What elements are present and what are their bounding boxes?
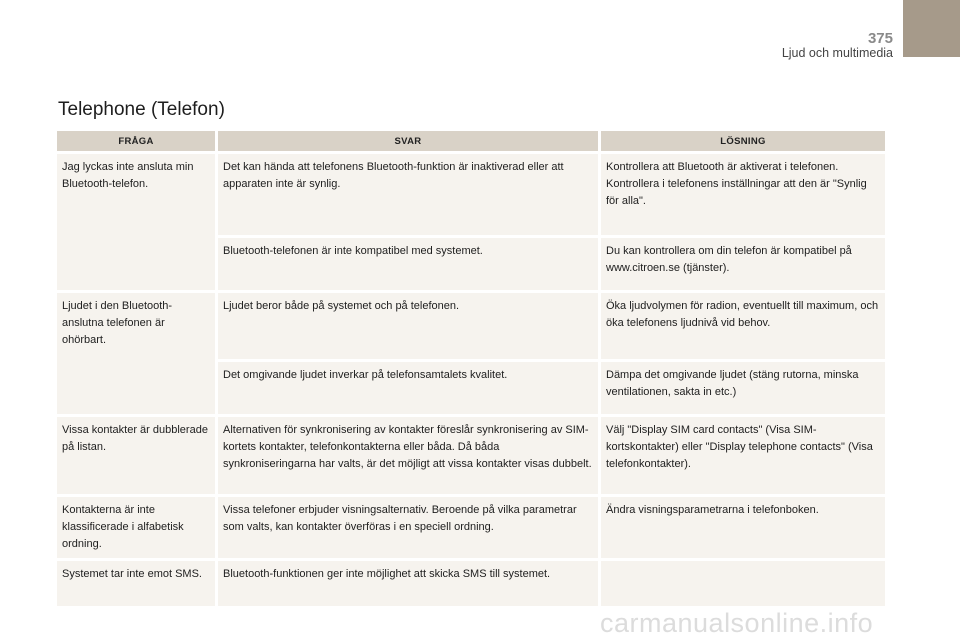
answer-cell: Alternativen för synkronisering av kontakter föreslår synkronisering av SIM-kortets kontakter, telefonkontakterna eller båda. Då båda synkroniseringarna har valts, är det möjligt att vissa kontakter visas dubbelt. [218,417,598,494]
table-row [57,154,885,235]
watermark-footer: carmanualsonline.info [600,608,874,638]
answer-cell: Bluetooth-funktionen ger inte möjlighet att skicka SMS till systemet. [218,561,598,606]
page-number: 375 [867,30,893,47]
solution-cell: Ändra visningsparametrarna i telefonboken. [601,497,885,558]
solution-cell: Dämpa det omgivande ljudet (stäng rutorna, minska ventilationen, sakta in etc.) [601,362,885,414]
chapter-title: Ljud och multimedia [781,46,893,60]
question-cell: Jag lyckas inte ansluta min Bluetooth-telefon. [57,154,215,290]
header-solution: LÖSNING [601,131,885,151]
answer-cell: Bluetooth-telefonen är inte kompatibel med systemet. [218,238,598,290]
chapter-tab-block [903,0,960,57]
question-cell: Ljudet i den Bluetooth-anslutna telefonen är ohörbart. [57,293,215,414]
table-row [57,497,885,558]
solution-cell: Du kan kontrollera om din telefon är kompatibel på www.citroen.se (tjänster). [601,238,885,290]
table-header-row [57,131,885,151]
question-cell: Systemet tar inte emot SMS. [57,561,215,606]
header-answer: SVAR [218,131,598,151]
section-title: Telephone (Telefon) [58,99,225,120]
question-cell: Vissa kontakter är dubblerade på listan. [57,417,215,494]
table-row [57,417,885,494]
solution-cell: Öka ljudvolymen för radion, eventuellt till maximum, och öka telefonens ljudnivå vid behov. [601,293,885,359]
solution-line: Kontrollera att Bluetooth är aktiverat i telefonen. Kontrollera i telefonens inställningar att den är "Synlig för alla". [606,161,867,207]
solution-cell [601,154,885,235]
solution-cell: Välj "Display SIM card contacts" (Visa SIM-kortskontakter) eller "Display telephone contacts" (Visa telefonkontakter). [601,417,885,494]
answer-cell: Ljudet beror både på systemet och på telefonen. [218,293,598,359]
answer-cell: Det omgivande ljudet inverkar på telefonsamtalets kvalitet. [218,362,598,414]
table-row [57,293,885,359]
table-row [57,561,885,606]
answer-cell: Vissa telefoner erbjuder visningsalternativ. Beroende på vilka parametrar som valts, kan kontakter överföras i en speciell ordning. [218,497,598,558]
answer-cell: Det kan hända att telefonens Bluetooth-funktion är inaktiverad eller att apparaten inte är synlig. [218,154,598,235]
faq-table [54,128,888,609]
header-question: FRÅGA [57,131,215,151]
solution-cell [601,561,885,606]
question-cell: Kontakterna är inte klassificerade i alfabetisk ordning. [57,497,215,558]
